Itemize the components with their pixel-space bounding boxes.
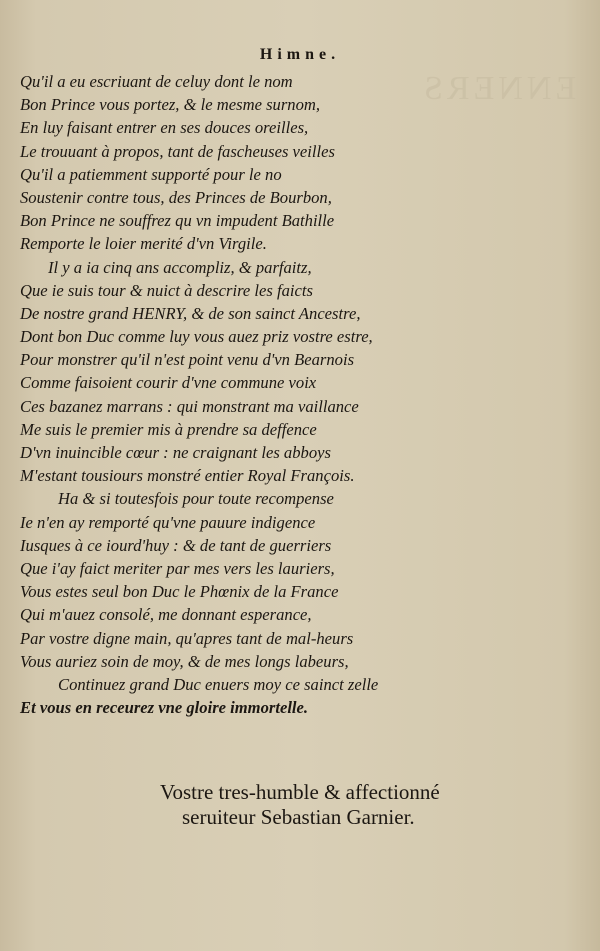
poem-line: Ha & si toutesfois pour toute recompense <box>58 489 334 509</box>
poem-line: Le trouuant à propos, tant de fascheuses veilles <box>20 141 335 161</box>
poem-line: Bon Prince vous portez, & le mesme surnom, <box>20 95 321 115</box>
poem-line: Me suis le premier mis à prendre sa deffence <box>20 419 317 439</box>
poem-line: D'vn inuincible cœur : ne craignant les abboys <box>20 443 331 462</box>
show-through-text: ENNERS <box>419 70 576 107</box>
poem-line: Ie n'en ay remporté qu'vne pauure indigence <box>20 512 316 532</box>
signature-name: seruiteur Sebastian Garnier. <box>182 805 415 829</box>
poem-line: Par vostre digne main, qu'apres tant de mal-heurs <box>20 628 354 648</box>
poem-line: Qu'il a patiemment supporté pour le no <box>20 164 282 184</box>
poem-line: Que i'ay faict meriter par mes vers les lauriers, <box>20 558 335 578</box>
poem-line: Remporte le loier merité d'vn Virgile. <box>20 234 267 254</box>
poem-line: En luy faisant entrer en ses douces oreilles, <box>20 118 309 138</box>
poem-line: Continuez grand Duc enuers moy ce sainct zelle <box>58 674 379 694</box>
poem-line: Vous auriez soin de moy, & de mes longs labeurs, <box>20 651 349 671</box>
poem-line: De nostre grand HENRY, & de son sainct Ancestre, <box>20 303 361 323</box>
poem-line: Pour monstrer qu'il n'est point venu d'vn Bearnois <box>20 350 355 370</box>
poem-line: Dont bon Duc comme luy vous auez priz vostre estre, <box>20 327 373 347</box>
poem-line: Ces bazanez marrans : qui monstrant ma vaillance <box>20 396 359 416</box>
poem-line: Comme faisoient courir d'vne commune voix <box>20 373 317 393</box>
poem-line: Qu'il a eu escriuant de celuy dont le nom <box>20 72 293 91</box>
poem-line: Il y a ia cinq ans accompliz, & parfaitz, <box>48 257 312 277</box>
poem-line: Et vous en receurez vne gloire immortelle. <box>20 698 309 718</box>
running-header: Himne. <box>259 46 341 63</box>
poem-block <box>20 70 420 719</box>
poem-line: Iusques à ce iourd'huy : & de tant de guerriers <box>20 535 332 555</box>
poem-line: Que ie suis tour & nuict à descrire les faicts <box>20 280 313 300</box>
poem-line: Soustenir contre tous, des Princes de Bourbon, <box>20 187 332 207</box>
poem-line: Bon Prince ne souffrez qu vn impudent Bathille <box>20 211 335 231</box>
poem-line: Qui m'auez consolé, me donnant esperance, <box>20 605 312 625</box>
poem-line: M'estant tousiours monstré entier Royal François. <box>20 466 355 486</box>
signature-line: Vostre tres-humble & affectionné <box>160 780 440 804</box>
poem-line: Vous estes seul bon Duc le Phœnix de la France <box>20 582 339 602</box>
signature-block <box>160 780 440 830</box>
